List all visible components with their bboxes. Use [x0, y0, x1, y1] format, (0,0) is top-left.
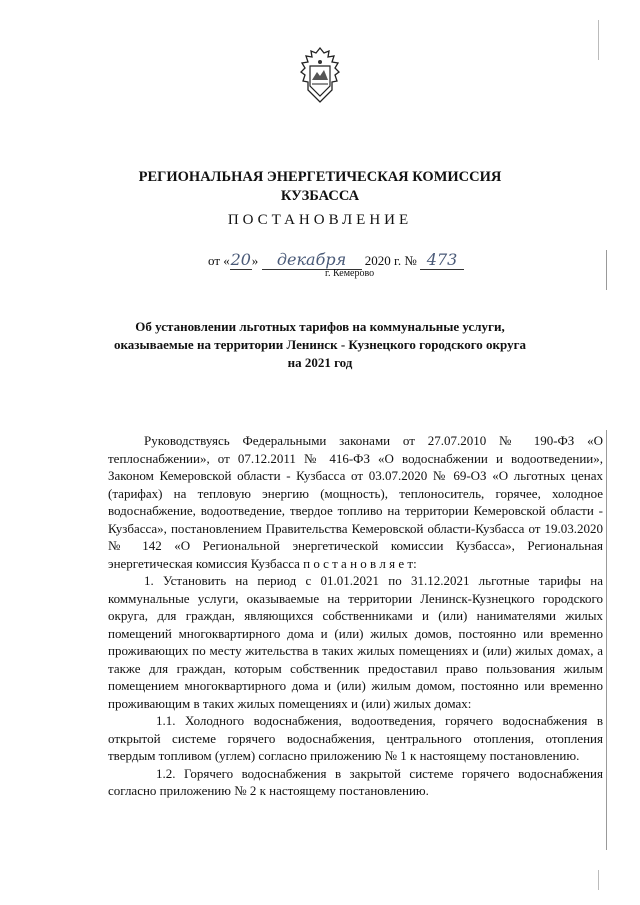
- date-day: 20: [230, 250, 251, 269]
- date-month: декабря: [262, 250, 362, 270]
- document-number: 473: [420, 250, 464, 270]
- scan-edge-tick: [598, 870, 599, 890]
- organization-name-line2: КУЗБАССА: [280, 188, 360, 204]
- document-body: [108, 432, 603, 800]
- organization-name-line1: РЕГИОНАЛЬНАЯ ЭНЕРГЕТИЧЕСКАЯ КОМИССИЯ: [138, 169, 502, 185]
- preamble-paragraph: Руководствуясь Федеральными законами от 27.07.2010 № 190-ФЗ «О теплоснабжении», от 07.12.2011 № 416-ФЗ «О водоснабжении и водоотведении», Законом Кемеровской области - Кузбасса от 03.07.2020 № 69-ОЗ «О льготных ценах (тарифах) на тепловую энергию (мощность), теплоноситель, горячее, холодное водоснабжение, водоотведение, твердое топливо на территории Кемеровской области - Кузбасса», постановлением Правительства Кемеровской области-Кузбасса от 19.03.2020 № 142 «О Региональной энергетической комиссии Кузбасса», Региональная энергетическая комиссия Кузбасса п о с т а н о в л я е т:: [108, 433, 603, 571]
- subject-line1: Об установлении льготных тарифов на коммунальные услуги,: [135, 319, 505, 334]
- date-year: 2020 г. №: [364, 253, 417, 268]
- date-quote: »: [251, 253, 259, 268]
- date-prefix: от «: [208, 253, 230, 268]
- item-1-1-paragraph: 1.1. Холодного водоснабжения, водоотведения, горячего водоснабжения в открытой системе горячего водоснабжения, центрального отопления, отопления твердым топливом (углем) согласно приложению № 1 к настоящему постановлению.: [108, 713, 603, 763]
- scan-edge-line: [606, 250, 607, 290]
- date-line: [208, 250, 508, 270]
- city-label: г. Кемерово: [325, 268, 375, 279]
- coat-of-arms-icon: [298, 46, 342, 104]
- item-1-2-paragraph: 1.2. Горячего водоснабжения в закрытой системе горячего водоснабжения согласно приложению № 2 к настоящему постановлению.: [108, 765, 603, 798]
- subject-line2: оказываемые на территории Ленинск - Кузнецкого городского округа: [113, 337, 527, 352]
- item-1-paragraph: 1. Установить на период с 01.01.2021 по 31.12.2021 льготные тарифы на коммунальные услуги, оказываемые на территории Ленинск-Кузнецкого городского округа, для граждан, являющихся собственниками и (или) нанимателями жилых помещений многоквартирного дома и (или) жилых домов, постоянно или временно проживающих по месту жительства в таких жилых помещениях и (или) жилых домах, а также для граждан, которым собственник предоставил право пользования жилым помещением многоквартирного дома и (или) жилым домом, постоянно или временно проживающим в таких жилых помещениях и (или) жилых домах:: [108, 573, 603, 711]
- subject-line3: на 2021 год: [287, 355, 353, 370]
- scan-edge-tick: [598, 20, 599, 60]
- scan-edge-line: [606, 430, 607, 850]
- document-type: ПОСТАНОВЛЕНИЕ: [227, 212, 413, 228]
- document-subject: [100, 318, 540, 372]
